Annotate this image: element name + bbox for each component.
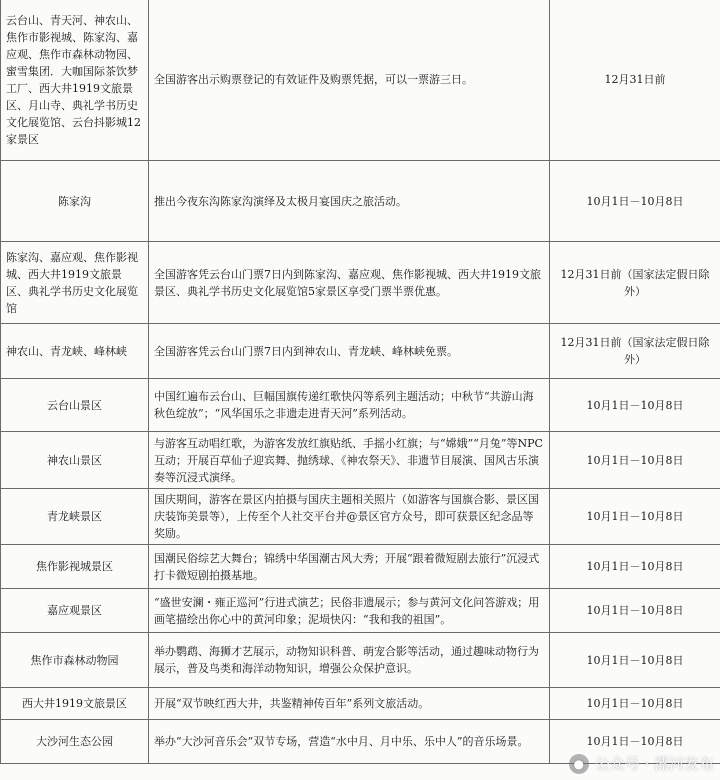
venue-cell: 嘉应观景区	[1, 589, 149, 633]
venue-cell: 陈家沟、嘉应观、焦作影视城、西大井1919文旅景区、典礼学书历史文化展览馆	[1, 242, 149, 324]
venue-cell: 焦作市森林动物园	[1, 633, 149, 688]
table-row	[1, 720, 720, 764]
table-row	[1, 379, 720, 432]
venue-cell: 云台山景区	[1, 379, 149, 432]
venue-cell: 云台山、青天河、神农山、焦作市影视城、陈家沟、嘉应观、焦作市森林动物园、蜜雪集团．大咖国际茶饮梦工厂、西大井1919文旅景区、月山寺、典礼学书历史文化展览馆、云台抖影城12家景区	[1, 0, 149, 161]
time-cell: 10月1日－10月8日	[550, 489, 720, 545]
table-row	[1, 489, 720, 545]
content-cell: 国潮民俗综艺大舞台；锦绣中华国潮古风大秀；开展“跟着微短剧去旅行”沉浸式打卡微短剧拍摄基地。	[149, 545, 550, 589]
table-row	[1, 161, 720, 242]
venue-cell: 神农山景区	[1, 432, 149, 489]
venue-cell: 西大井1919文旅景区	[1, 688, 149, 720]
content-cell: 举办“大沙河音乐会”双节专场，营造“水中月、月中乐、乐中人”的音乐场景。	[149, 720, 550, 764]
time-cell: 10月1日－10月8日	[550, 161, 720, 242]
table-row	[1, 688, 720, 720]
time-cell: 10月1日－10月8日	[550, 633, 720, 688]
content-cell: 全国游客凭云台山门票7日内到神农山、青龙峡、峰林峡免票。	[149, 324, 550, 379]
content-cell: “盛世安澜・雍正巡河”行进式演艺；民俗非遗展示；参与黄河文化问答游戏；用画笔描绘出你心中的黄河印象；泥埙快闪：“我和我的祖国”。	[149, 589, 550, 633]
time-cell: 12月31日前（国家法定假日除外）	[550, 242, 720, 324]
content-cell: 全国游客凭云台山门票7日内到陈家沟、嘉应观、焦作影视城、西大井1919文旅景区、典礼学书历史文化展览馆5家景区享受门票半票优惠。	[149, 242, 550, 324]
time-cell: 10月1日－10月8日	[550, 688, 720, 720]
table-row	[1, 242, 720, 324]
venue-cell: 陈家沟	[1, 161, 149, 242]
table-row	[1, 633, 720, 688]
content-cell: 推出今夜东沟陈家沟演绎及太极月宴国庆之旅活动。	[149, 161, 550, 242]
table-row	[1, 0, 720, 161]
venue-cell: 焦作影视城景区	[1, 545, 149, 589]
table-row	[1, 589, 720, 633]
time-cell: 10月1日－10月8日	[550, 545, 720, 589]
content-cell: 国庆期间，游客在景区内拍摄与国庆主题相关照片（如游客与国旗合影、景区国庆装饰美景等），上传至个人社交平台并@景区官方众号，即可获景区纪念品等奖励。	[149, 489, 550, 545]
content-cell: 全国游客出示购票登记的有效证件及购票凭据，可以一票游三日。	[149, 0, 550, 161]
content-cell: 中国红遍布云台山、巨幅国旗传递红歌快闪等系列主题活动；中秋节“共游山海 秋色绽放”；“风华国乐之非遗走进青天河”系列活动。	[149, 379, 550, 432]
time-cell: 10月1日－10月8日	[550, 720, 720, 764]
venue-cell: 青龙峡景区	[1, 489, 149, 545]
time-cell: 10月1日－10月8日	[550, 379, 720, 432]
wechat-icon: ●	[569, 754, 589, 774]
content-cell: 举办鹦鹉、海狮才艺展示，动物知识科普、萌宠合影等活动，通过趣味动物行为展示，普及鸟类和海洋动物知识，增强公众保护意识。	[149, 633, 550, 688]
table-row	[1, 432, 720, 489]
time-cell: 10月1日－10月8日	[550, 432, 720, 489]
venue-cell: 神农山、青龙峡、峰林峡	[1, 324, 149, 379]
time-cell: 10月1日－10月8日	[550, 589, 720, 633]
content-cell: 与游客互动唱红歌，为游客发放红旗贴纸、手摇小红旗；与“嫦娥”“月兔”等NPC互动；开展百草仙子迎宾舞、抛绣球、《神农祭天》、非遗节目展演、国风古乐演奏等沉浸式演绎。	[149, 432, 550, 489]
venue-cell: 大沙河生态公园	[1, 720, 149, 764]
table-row	[1, 324, 720, 379]
time-cell: 12月31日前	[550, 0, 720, 161]
content-cell: 开展“双节映红西大井，共鉴精神传百年”系列文旅活动。	[149, 688, 550, 720]
table-row	[1, 545, 720, 589]
watermark-text: 公众号 · 漯河发布	[594, 755, 714, 773]
time-cell: 12月31日前（国家法定假日除外）	[550, 324, 720, 379]
